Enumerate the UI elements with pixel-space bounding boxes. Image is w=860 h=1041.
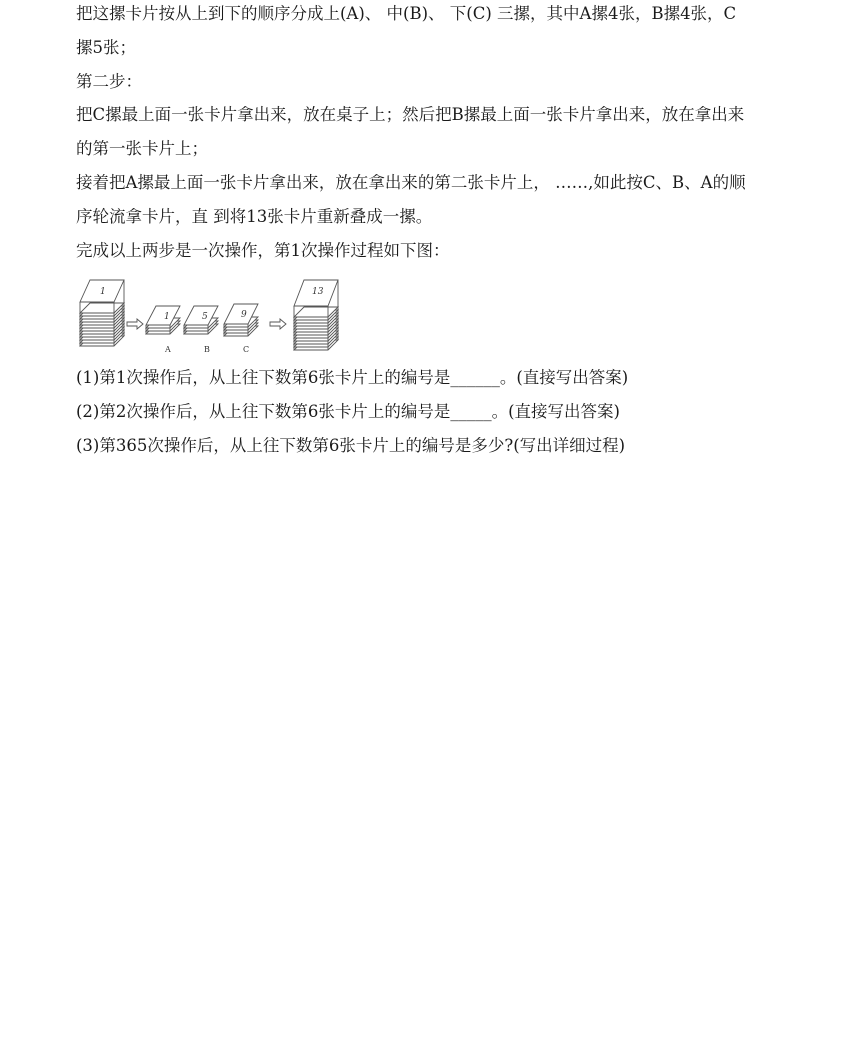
card-pile-c	[224, 304, 258, 336]
question-3: (3)第365次操作后，从上往下数第6张卡片上的编号是多少?(写出详细过程)	[76, 436, 626, 455]
text-line-6: 接着把A摞最上面一张卡片拿出来，放在拿出来的第二张卡片上， ……,如此按C、B、A的顺	[76, 173, 746, 192]
arrow-right-icon	[127, 319, 143, 329]
card-pile-c-label: 9	[241, 310, 247, 320]
card-pile-b-label: 5	[202, 312, 208, 322]
text-line-2: 摞5张；	[76, 38, 136, 57]
text-line-1: 把这摞卡片按从上到下的顺序分成上(A)、 中(B)、 下(C) 三摞，其中A摞4张，B摞4张，C	[76, 4, 737, 23]
text-line-5: 的第一张卡片上；	[76, 139, 208, 158]
card-pile-a-label: 1	[164, 312, 170, 322]
pile-caption-a: A	[165, 345, 171, 354]
card-stack-start-label: 1	[100, 287, 106, 297]
question-1: (1)第1次操作后，从上往下数第6张卡片上的编号是______。(直接写出答案)	[76, 368, 629, 387]
pile-caption-c: C	[243, 345, 250, 354]
card-pile-a	[146, 306, 180, 334]
card-stack-end-label: 13	[312, 287, 324, 297]
pile-caption-b: B	[204, 345, 210, 354]
text-line-8: 完成以上两步是一次操作，第1次操作过程如下图：	[76, 241, 450, 260]
question-2: (2)第2次操作后，从上往下数第6张卡片上的编号是_____。(直接写出答案)	[76, 402, 620, 421]
text-line-7: 序轮流拿卡片，直 到将13张卡片重新叠成一摞。	[76, 207, 433, 226]
step-two-heading: 第二步：	[76, 72, 142, 91]
card-pile-b	[184, 306, 218, 334]
arrow-right-icon	[270, 319, 286, 329]
card-operation-figure	[76, 274, 346, 358]
text-line-4: 把C摞最上面一张卡片拿出来，放在桌子上；然后把B摞最上面一张卡片拿出来，放在拿出来	[76, 105, 745, 124]
